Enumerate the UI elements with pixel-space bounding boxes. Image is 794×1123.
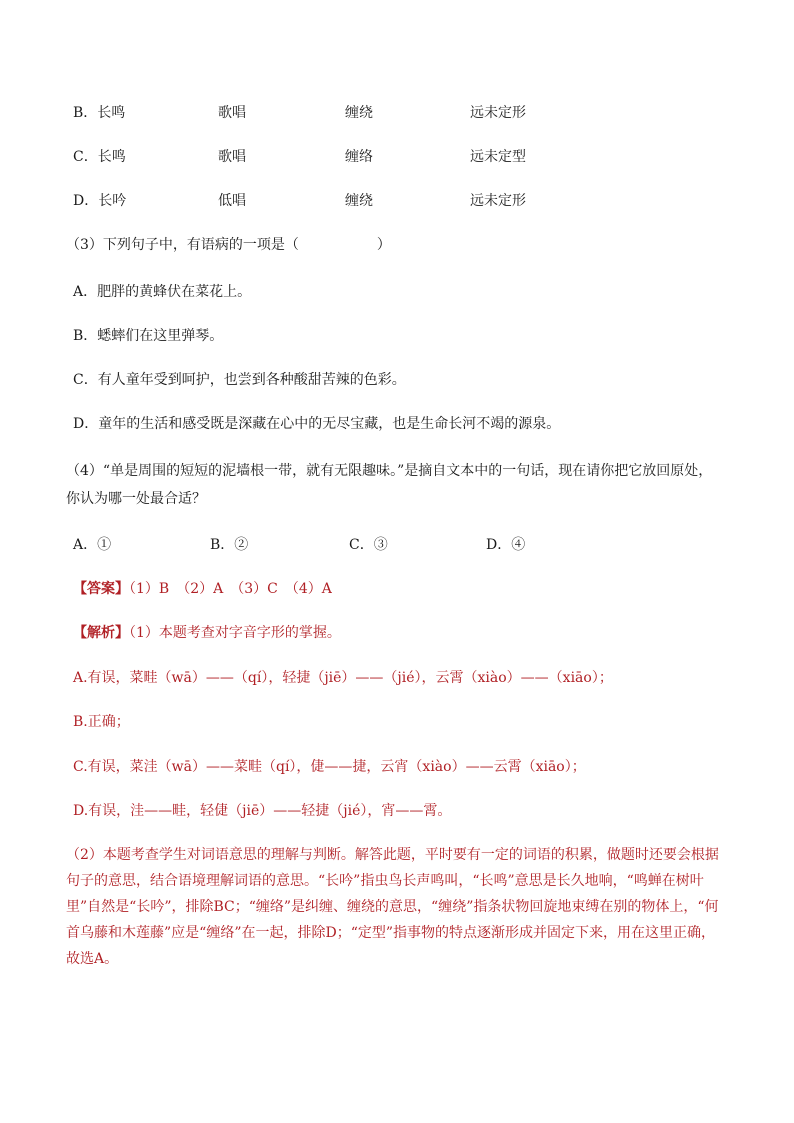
- option-row-c: [73, 147, 733, 167]
- option-label: C．长鸣: [73, 149, 126, 165]
- analysis-line-a: A.有误，菜畦（wā）——（qí），轻捷（jiē）——（jié），云霄（xiào）——（xiāo）；: [73, 670, 613, 686]
- q3-option-c: C．有人童年受到呵护，也尝到各种酸甜苦辣的色彩。: [73, 372, 406, 388]
- option-word: 远未定型: [470, 149, 526, 165]
- answer-text: （1）B （2）A （3）C （4）A: [129, 581, 332, 597]
- analysis-intro-text: （1）本题考查对字音字形的掌握。: [129, 625, 341, 641]
- option-word: 远未定形: [470, 193, 526, 209]
- option-word: 歌唱: [218, 105, 246, 121]
- q3-option-b: B．蟋蟀们在这里弹琴。: [73, 328, 224, 344]
- analysis-line-c: C.有误，菜洼（wā）——菜畦（qí），倢——捷，云宵（xiào）——云霄（xiāo）；: [73, 759, 586, 775]
- option-word: 歌唱: [218, 149, 246, 165]
- analysis-paragraph-2: （2）本题考查学生对词语意思的理解与判断。解答此题，平时要有一定的词语的积累，做题时还要会根据句子的意思，结合语境理解词语的意思。“长吟”指虫鸟长声鸣叫，“长鸣”意思是长久地响，“鸣蝉在树叶里”自然是“长吟”，排除BC；“缠络”是纠缠、缠绕的意思，“缠绕”指条状物回旋地束缚在别的物体上，“何首乌藤和木莲藤”应是“缠络”在一起，排除D；“定型”指事物的特点逐渐形成并固定下来，用在这里正确，故选A。: [66, 847, 719, 967]
- q4-option-b: B．②: [210, 537, 249, 553]
- option-word: 低唱: [218, 193, 246, 209]
- option-word: 缠络: [345, 149, 373, 165]
- q3-option-d: D．童年的生活和感受既是深藏在心中的无尽宝藏，也是生命长河不竭的源泉。: [73, 416, 561, 432]
- option-row-d: [73, 191, 733, 211]
- q4-options: [73, 535, 733, 555]
- q4-option-d: D．④: [486, 537, 526, 553]
- option-word: 远未定形: [470, 105, 526, 121]
- analysis-intro: [73, 623, 341, 643]
- analysis-line-b: B.正确；: [73, 714, 130, 730]
- answer-tag: 【答案】: [73, 581, 129, 597]
- option-label: D．长吟: [73, 193, 127, 209]
- question-4-stem: （4）“单是周围的短短的泥墙根一带，就有无限趣味。”是摘自文本中的一句话，现在请你把它放回原处，你认为哪一处最合适？: [66, 463, 713, 507]
- option-row-b: [73, 103, 733, 123]
- analysis-line-d: D.有误，洼——畦，轻倢（jiē）——轻捷（jié），宵——霄。: [73, 803, 452, 819]
- analysis-tag: 【解析】: [73, 625, 129, 641]
- q4-option-c: C．③: [349, 537, 388, 553]
- q4-option-a: A．①: [73, 537, 112, 553]
- question-3-stem: （3）下列句子中，有语病的一项是（ ）: [66, 237, 391, 253]
- option-word: 缠绕: [345, 105, 373, 121]
- answer-line: [73, 579, 332, 599]
- option-label: B．长鸣: [73, 105, 126, 121]
- q3-option-a: A．肥胖的黄蜂伏在菜花上。: [73, 284, 252, 300]
- option-word: 缠绕: [345, 193, 373, 209]
